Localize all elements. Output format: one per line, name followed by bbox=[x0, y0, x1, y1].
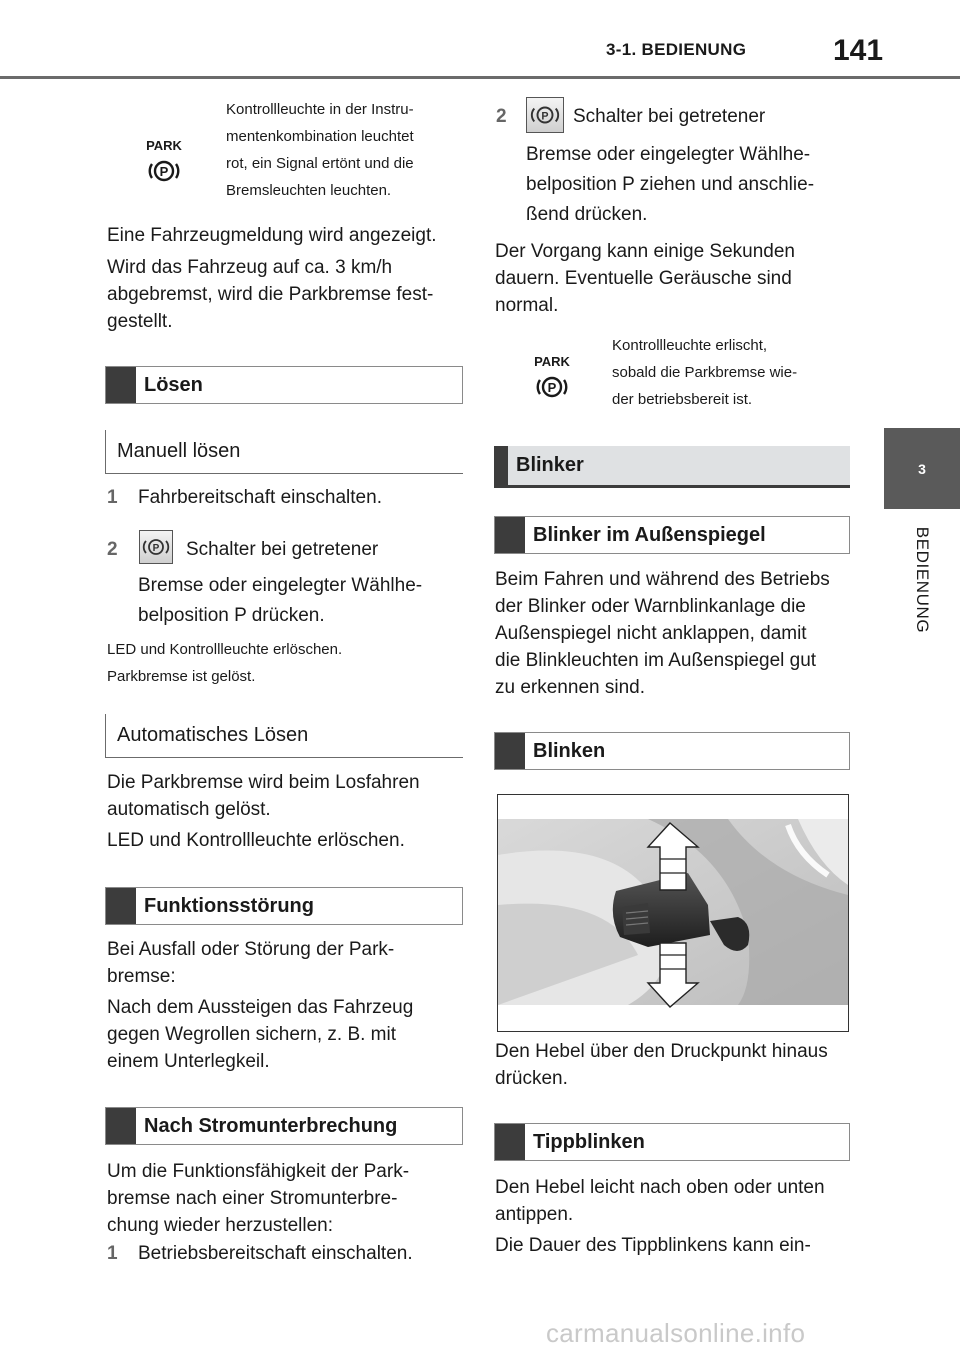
malfunction-paragraph bbox=[107, 936, 467, 990]
step-number: 1 bbox=[107, 487, 118, 508]
text-line: drücken. bbox=[495, 1068, 568, 1089]
text-line: rot, ein Signal ertönt und die bbox=[226, 155, 414, 172]
text-line: Den Hebel leicht nach oben oder unten bbox=[495, 1177, 825, 1198]
step-2-text-rest bbox=[138, 571, 422, 631]
heading-funktionsstoerung bbox=[105, 887, 463, 925]
heading-tippblinken bbox=[494, 1123, 850, 1161]
tap-blink-paragraph bbox=[495, 1174, 855, 1228]
power-step-1-text: Betriebsbereitschaft einschalten. bbox=[138, 1243, 413, 1264]
heading-text: Blinker im Außenspiegel bbox=[533, 523, 766, 546]
park-icon-label: PARK bbox=[534, 354, 570, 369]
auto-release-paragraph bbox=[107, 769, 467, 823]
text-line: antippen. bbox=[495, 1204, 574, 1225]
heading-blinker bbox=[494, 446, 850, 488]
power-interruption-paragraph bbox=[107, 1158, 467, 1239]
step-1 bbox=[107, 484, 118, 511]
heading-nach-stromunterbrechung bbox=[105, 1107, 463, 1145]
text-line: Kontrollleuchte in der Instru- bbox=[226, 101, 414, 118]
text-line: automatisch gelöst. bbox=[107, 799, 271, 820]
text-line: mentenkombination leuchtet bbox=[226, 128, 414, 145]
right-step-2-line1: Schalter bei getretener bbox=[573, 106, 766, 127]
text-line: Bremsleuchten leuchten. bbox=[226, 182, 392, 199]
chapter-tab-label-text: BEDIENUNG bbox=[913, 526, 932, 634]
chapter-tab-label bbox=[878, 520, 960, 640]
header-rule bbox=[0, 76, 960, 79]
heading-loesen bbox=[105, 366, 463, 404]
release-note bbox=[107, 636, 342, 690]
chapter-tab[interactable] bbox=[884, 428, 960, 509]
figure-caption bbox=[495, 1038, 855, 1092]
right-step-2-rest bbox=[526, 140, 814, 230]
parking-brake-switch-icon bbox=[139, 530, 173, 564]
park-brake-indicator-icon bbox=[534, 354, 582, 403]
text-line: zu erkennen sind. bbox=[495, 677, 645, 698]
chapter-title: 3-1. BEDIENUNG bbox=[606, 40, 747, 59]
heading-bar bbox=[495, 517, 525, 553]
heading-blinken bbox=[494, 732, 850, 770]
heading-bar bbox=[494, 446, 508, 485]
step-2 bbox=[107, 536, 118, 563]
park-icon-symbol: P bbox=[159, 164, 169, 179]
page-number: 141 bbox=[833, 34, 884, 67]
right-step-2 bbox=[496, 103, 507, 130]
heading-bar bbox=[106, 888, 136, 924]
text-line: abgebremst, wird die Parkbremse fest- bbox=[107, 284, 434, 305]
text-line: normal. bbox=[495, 295, 559, 316]
text-line: Nach dem Aussteigen das Fahrzeug bbox=[107, 997, 414, 1018]
text-line: bremse nach einer Stromunterbre- bbox=[107, 1188, 398, 1209]
text-line: Um die Funktionsfähigkeit der Park- bbox=[107, 1161, 410, 1182]
text-line: sobald die Parkbremse wie- bbox=[612, 364, 798, 381]
park-icon-symbol: P bbox=[547, 380, 557, 395]
text-line: gegen Wegrollen sichern, z. B. mit bbox=[107, 1024, 397, 1045]
heading-blinker-im-aussenspiegel bbox=[494, 516, 850, 554]
text-line: Parkbremse ist gelöst. bbox=[107, 668, 256, 685]
chapter-tab-number: 3 bbox=[918, 460, 926, 477]
turn-signal-lever-figure bbox=[497, 794, 849, 1032]
heading-text: Funktionsstörung bbox=[144, 894, 314, 917]
text-line: belposition P drücken. bbox=[138, 605, 325, 626]
text-line: dauern. Eventuelle Geräusche sind bbox=[495, 268, 792, 289]
text-line: Beim Fahren und während des Betriebs bbox=[495, 569, 830, 590]
text-line: einem Unterlegkeil. bbox=[107, 1051, 270, 1072]
step-number: 2 bbox=[496, 106, 507, 127]
text-line: Bei Ausfall oder Störung der Park- bbox=[107, 939, 395, 960]
vehicle-message-paragraph: Eine Fahrzeugmeldung wird angezeigt. bbox=[107, 225, 437, 246]
park-brake-warning-icon bbox=[146, 138, 194, 187]
text-line: belposition P ziehen und anschlie- bbox=[526, 174, 815, 195]
heading-text: Blinker bbox=[516, 454, 584, 476]
switch-icon-symbol: P bbox=[541, 110, 549, 123]
text-line: Bremse oder eingelegter Wählhe- bbox=[526, 144, 811, 165]
heading-bar bbox=[495, 1124, 525, 1160]
text-line: Den Hebel über den Druckpunkt hinaus bbox=[495, 1041, 828, 1062]
power-step-1 bbox=[107, 1240, 118, 1267]
tap-blink-duration: Die Dauer des Tippblinkens kann ein- bbox=[495, 1235, 811, 1256]
step-2-text-line1: Schalter bei getretener bbox=[186, 539, 379, 560]
text-line: ßend drücken. bbox=[526, 204, 648, 225]
heading-bar bbox=[106, 367, 136, 403]
step-number: 1 bbox=[107, 1243, 118, 1264]
text-line: bremse: bbox=[107, 966, 176, 987]
text-line: Die Parkbremse wird beim Losfahren bbox=[107, 772, 420, 793]
text-line: Bremse oder eingelegter Wählhe- bbox=[138, 575, 423, 596]
mirror-blinker-paragraph bbox=[495, 566, 855, 701]
text-line: der betriebsbereit ist. bbox=[612, 391, 753, 408]
subheading-automatisches-loesen: Automatisches Lösen bbox=[105, 714, 463, 758]
heading-text: Blinken bbox=[533, 739, 606, 762]
heading-text: Lösen bbox=[144, 373, 203, 396]
auto-release-note: LED und Kontrollleuchte erlöschen. bbox=[107, 830, 405, 851]
heading-bar bbox=[495, 733, 525, 769]
text-line: Außenspiegel nicht anklappen, damit bbox=[495, 623, 807, 644]
text-line: Der Vorgang kann einige Sekunden bbox=[495, 241, 796, 262]
text-line: der Blinker oder Warnblinkanlage die bbox=[495, 596, 806, 617]
process-paragraph bbox=[495, 238, 855, 319]
subheading-manuell-loesen: Manuell lösen bbox=[105, 430, 463, 474]
text-line: chung wieder herzustellen: bbox=[107, 1215, 334, 1236]
text-line: Wird das Fahrzeug auf ca. 3 km/h bbox=[107, 257, 393, 278]
indicator-description bbox=[226, 96, 466, 204]
heading-text: Nach Stromunterbrechung bbox=[144, 1114, 398, 1137]
heading-text: Tippblinken bbox=[533, 1130, 645, 1153]
text-line: LED und Kontrollleuchte erlöschen. bbox=[107, 641, 343, 658]
parking-brake-switch-icon bbox=[526, 97, 564, 133]
indicator-off-description bbox=[612, 332, 852, 413]
heading-bar bbox=[106, 1108, 136, 1144]
text-line: Kontrollleuchte erlischt, bbox=[612, 337, 768, 354]
park-icon-label: PARK bbox=[146, 138, 182, 153]
step-1-text: Fahrbereitschaft einschalten. bbox=[138, 487, 382, 508]
step-number: 2 bbox=[107, 539, 118, 560]
watermark: carmanualsonline.info bbox=[546, 1318, 806, 1348]
malfunction-instructions bbox=[107, 994, 467, 1075]
braking-paragraph bbox=[107, 254, 467, 335]
switch-icon-symbol: P bbox=[152, 543, 160, 554]
text-line: gestellt. bbox=[107, 311, 173, 332]
text-line: die Blinkleuchten im Außenspiegel gut bbox=[495, 650, 817, 671]
